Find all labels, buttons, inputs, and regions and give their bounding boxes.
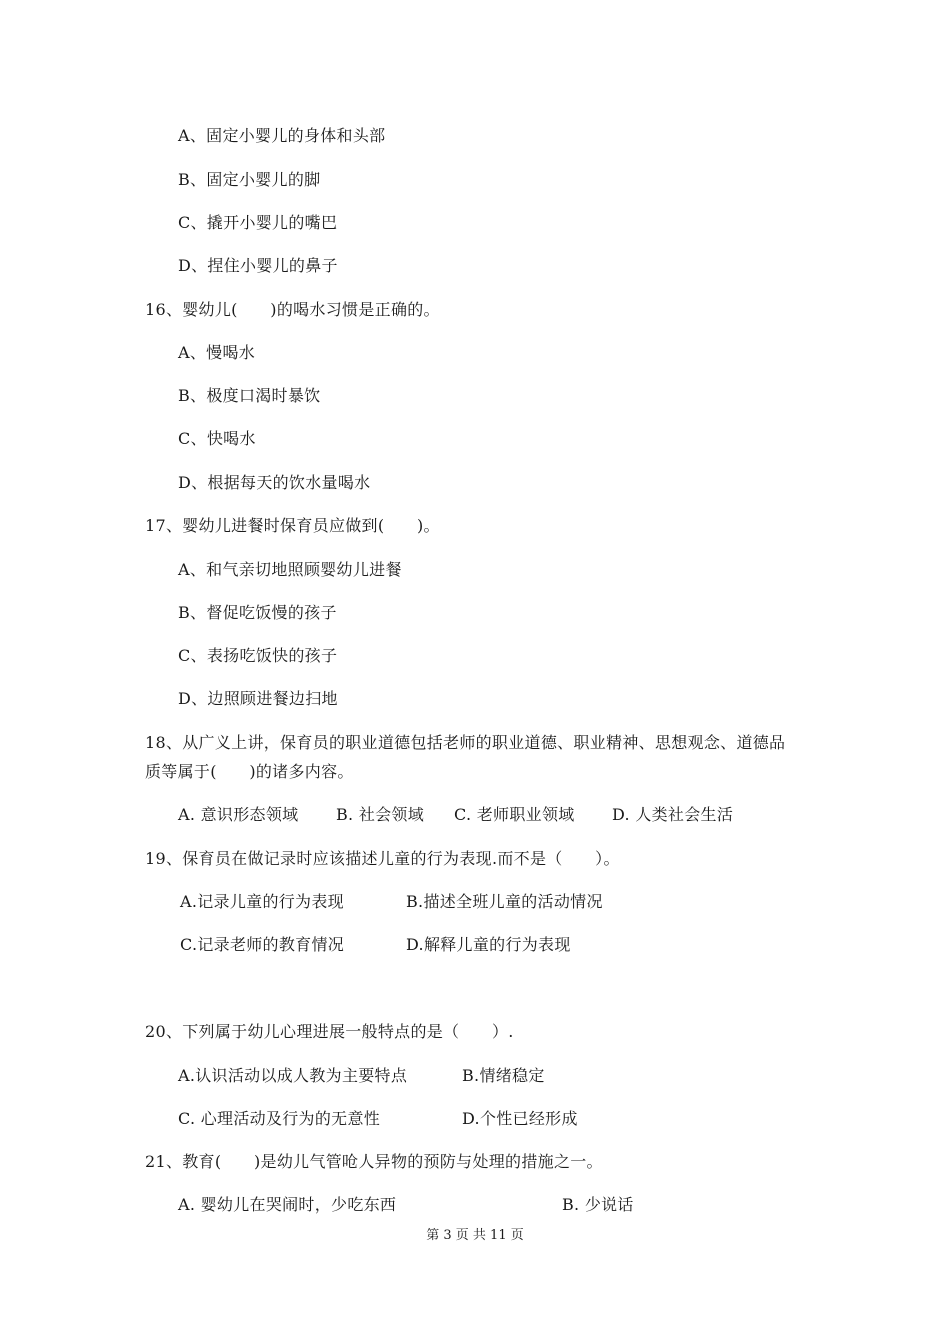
q19-option-b: B.描述全班儿童的活动情况: [406, 892, 603, 911]
q17-option-a: A、和气亲切地照顾婴幼儿进餐: [178, 560, 402, 579]
q17-option-d: D、边照顾进餐边扫地: [178, 689, 338, 708]
q19-option-c: C.记录老师的教育情况: [180, 935, 345, 954]
q15-option-d: D、捏住小婴儿的鼻子: [178, 256, 338, 275]
q20-option-a: A.认识活动以成人教为主要特点: [178, 1066, 408, 1085]
q18-option-c: C. 老师职业领域: [454, 805, 575, 824]
q17-stem: 17、婴幼儿进餐时保育员应做到( )。: [145, 516, 440, 535]
q19-stem: 19、保育员在做记录时应该描述儿童的行为表现.而不是（ ）。: [145, 849, 620, 868]
q21-stem: 21、教育( )是幼儿气管呛人异物的预防与处理的措施之一。: [145, 1152, 603, 1171]
q16-option-d: D、根据每天的饮水量喝水: [178, 473, 371, 492]
q16-stem: 16、婴幼儿( )的喝水习惯是正确的。: [145, 300, 440, 319]
q15-option-b: B、固定小婴儿的脚: [178, 170, 321, 189]
q18-option-a: A. 意识形态领域: [178, 805, 299, 824]
q20-option-c: C. 心理活动及行为的无意性: [178, 1109, 381, 1128]
q15-option-c: C、撬开小婴儿的嘴巴: [178, 213, 338, 232]
q16-option-a: A、慢喝水: [178, 343, 256, 362]
q20-option-b: B.情绪稳定: [462, 1066, 545, 1085]
q16-option-c: C、快喝水: [178, 429, 256, 448]
q18-option-b: B. 社会领域: [336, 805, 425, 824]
q16-option-b: B、极度口渴时暴饮: [178, 386, 321, 405]
q15-option-a: A、固定小婴儿的身体和头部: [178, 126, 386, 145]
q19-option-d: D.解释儿童的行为表现: [406, 935, 571, 954]
q19-option-a: A.记录儿童的行为表现: [180, 892, 344, 911]
q18-option-d: D. 人类社会生活: [612, 805, 734, 824]
q18-stem-line2: 质等属于( )的诸多内容。: [145, 762, 354, 781]
q17-option-c: C、表扬吃饭快的孩子: [178, 646, 338, 665]
q18-stem-line1: 18、从广义上讲，保育员的职业道德包括老师的职业道德、职业精神、思想观念、道德品: [145, 733, 786, 752]
q17-option-b: B、督促吃饭慢的孩子: [178, 603, 337, 622]
page-footer: 第 3 页 共 11 页: [426, 1228, 524, 1243]
q20-option-d: D.个性已经形成: [462, 1109, 578, 1128]
q20-stem: 20、下列属于幼儿心理进展一般特点的是（ ）.: [145, 1022, 514, 1041]
q21-option-a: A. 婴幼儿在哭闹时，少吃东西: [178, 1195, 397, 1214]
q21-option-b: B. 少说话: [562, 1195, 634, 1214]
